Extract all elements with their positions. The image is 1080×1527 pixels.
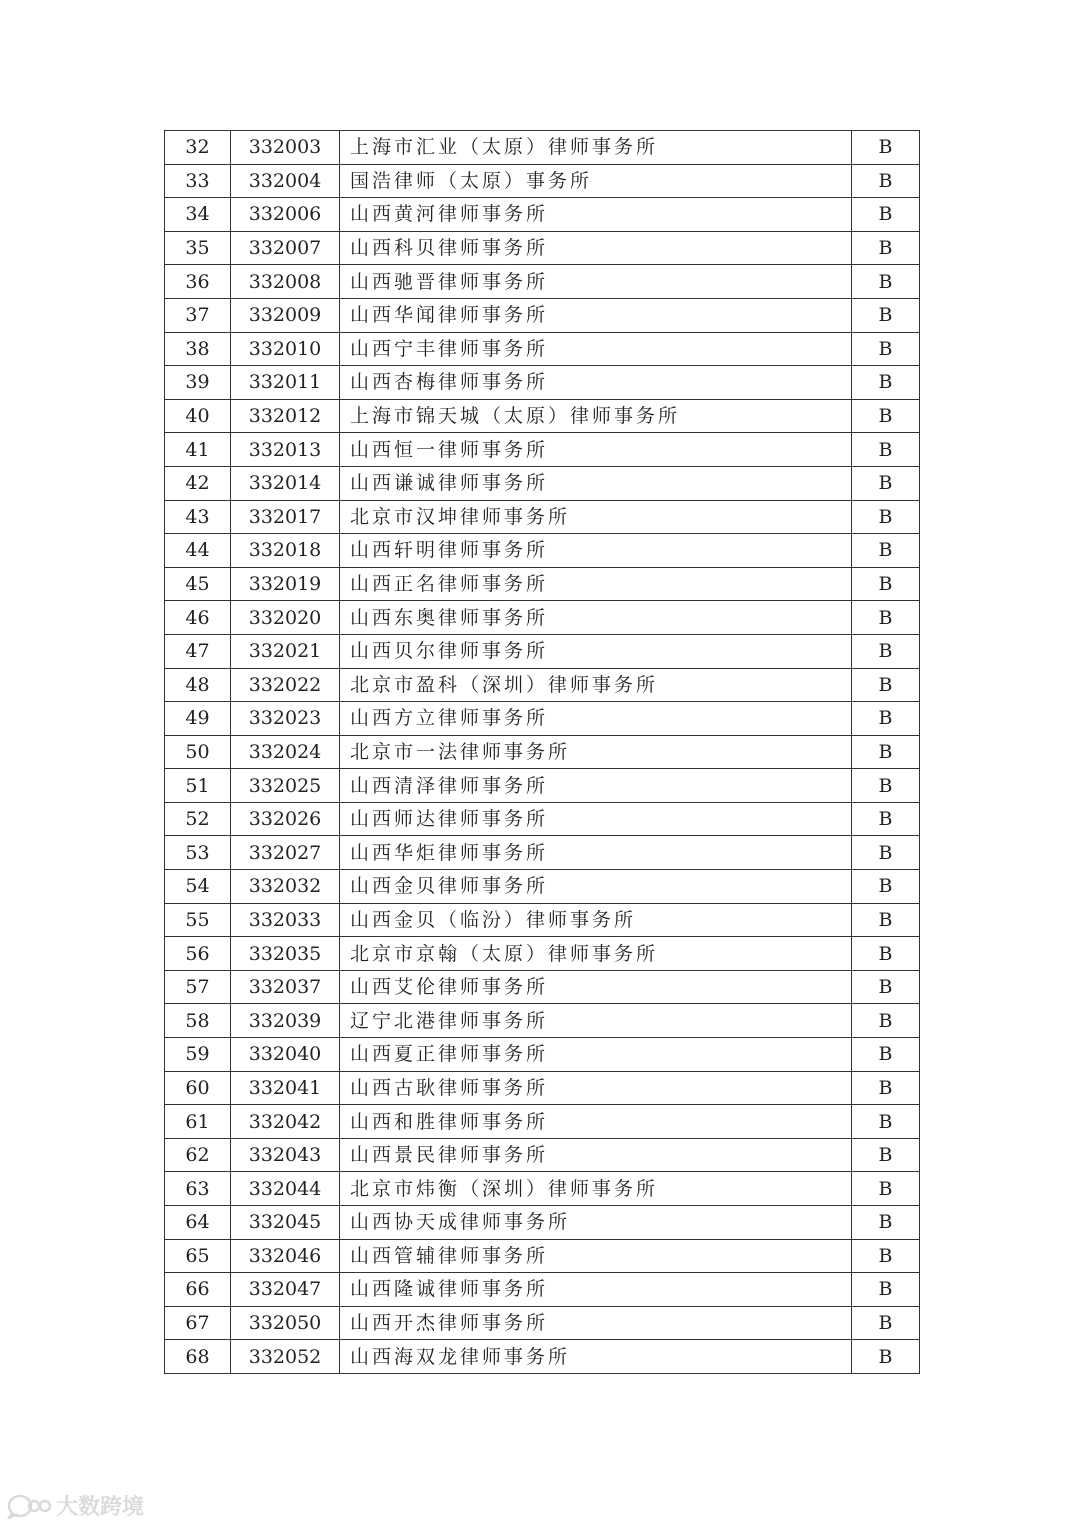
- table-row: [165, 198, 920, 232]
- row-number: 44: [165, 534, 231, 568]
- firm-name: 山西东奥律师事务所: [340, 601, 852, 635]
- firm-code: 332021: [231, 634, 340, 668]
- firm-code: 332035: [231, 937, 340, 971]
- firm-name: 山西正名律师事务所: [340, 567, 852, 601]
- row-number: 33: [165, 164, 231, 198]
- firm-grade: B: [852, 131, 920, 165]
- row-number: 56: [165, 937, 231, 971]
- firm-name: 国浩律师（太原）事务所: [340, 164, 852, 198]
- row-number: 67: [165, 1306, 231, 1340]
- firm-name: 北京市京翰（太原）律师事务所: [340, 937, 852, 971]
- table-row: [165, 534, 920, 568]
- table-row: [165, 265, 920, 299]
- row-number: 39: [165, 366, 231, 400]
- firm-grade: B: [852, 399, 920, 433]
- table-row: [165, 1004, 920, 1038]
- firm-code: 332003: [231, 131, 340, 165]
- watermark: [6, 1490, 144, 1521]
- row-number: 65: [165, 1239, 231, 1273]
- firm-grade: B: [852, 634, 920, 668]
- row-number: 59: [165, 1038, 231, 1072]
- firm-grade: B: [852, 534, 920, 568]
- firm-grade: B: [852, 1306, 920, 1340]
- row-number: 64: [165, 1206, 231, 1240]
- firm-name: 山西金贝律师事务所: [340, 870, 852, 904]
- table-row: [165, 1172, 920, 1206]
- row-number: 61: [165, 1105, 231, 1139]
- firm-name: 辽宁北港律师事务所: [340, 1004, 852, 1038]
- row-number: 47: [165, 634, 231, 668]
- firm-name: 山西贝尔律师事务所: [340, 634, 852, 668]
- firm-grade: B: [852, 937, 920, 971]
- table-row: [165, 903, 920, 937]
- firm-name: 北京市一法律师事务所: [340, 735, 852, 769]
- firm-code: 332018: [231, 534, 340, 568]
- firm-code: 332047: [231, 1273, 340, 1307]
- firm-code: 332033: [231, 903, 340, 937]
- firm-name: 山西协天成律师事务所: [340, 1206, 852, 1240]
- firm-grade: B: [852, 735, 920, 769]
- row-number: 34: [165, 198, 231, 232]
- table-row: [165, 131, 920, 165]
- firm-code: 332008: [231, 265, 340, 299]
- firm-grade: B: [852, 769, 920, 803]
- firm-name: 山西古耿律师事务所: [340, 1071, 852, 1105]
- firm-name: 山西宁丰律师事务所: [340, 332, 852, 366]
- table-body: [165, 131, 920, 1374]
- firm-code: 332045: [231, 1206, 340, 1240]
- firm-grade: B: [852, 1038, 920, 1072]
- firm-grade: B: [852, 265, 920, 299]
- firm-name: 山西景民律师事务所: [340, 1138, 852, 1172]
- firm-grade: B: [852, 1138, 920, 1172]
- firm-grade: B: [852, 1239, 920, 1273]
- firm-grade: B: [852, 466, 920, 500]
- firm-name: 北京市盈科（深圳）律师事务所: [340, 668, 852, 702]
- table-row: [165, 1306, 920, 1340]
- row-number: 50: [165, 735, 231, 769]
- row-number: 40: [165, 399, 231, 433]
- firm-grade: B: [852, 1172, 920, 1206]
- table-row: [165, 1038, 920, 1072]
- firm-grade: B: [852, 332, 920, 366]
- firm-grade: B: [852, 1340, 920, 1374]
- row-number: 32: [165, 131, 231, 165]
- row-number: 48: [165, 668, 231, 702]
- firm-code: 332022: [231, 668, 340, 702]
- table-row: [165, 164, 920, 198]
- row-number: 54: [165, 870, 231, 904]
- table-row: [165, 1239, 920, 1273]
- firm-grade: B: [852, 298, 920, 332]
- firm-name: 山西开杰律师事务所: [340, 1306, 852, 1340]
- firm-grade: B: [852, 802, 920, 836]
- firm-code: 332009: [231, 298, 340, 332]
- row-number: 42: [165, 466, 231, 500]
- table-row: [165, 735, 920, 769]
- firm-grade: B: [852, 1004, 920, 1038]
- firm-code: 332012: [231, 399, 340, 433]
- chat-bubble-logo-icon: [6, 1493, 52, 1519]
- firm-name: 山西隆诚律师事务所: [340, 1273, 852, 1307]
- firm-grade: B: [852, 601, 920, 635]
- firm-grade: B: [852, 1105, 920, 1139]
- table-row: [165, 1071, 920, 1105]
- firm-name: 北京市炜衡（深圳）律师事务所: [340, 1172, 852, 1206]
- row-number: 52: [165, 802, 231, 836]
- table-row: [165, 1273, 920, 1307]
- table-row: [165, 1206, 920, 1240]
- firm-code: 332044: [231, 1172, 340, 1206]
- firm-name: 北京市汉坤律师事务所: [340, 500, 852, 534]
- row-number: 38: [165, 332, 231, 366]
- firm-name: 山西和胜律师事务所: [340, 1105, 852, 1139]
- firm-name: 山西管辅律师事务所: [340, 1239, 852, 1273]
- firm-code: 332007: [231, 231, 340, 265]
- firm-code: 332013: [231, 433, 340, 467]
- firm-grade: B: [852, 870, 920, 904]
- firm-name: 山西清泽律师事务所: [340, 769, 852, 803]
- firm-code: 332006: [231, 198, 340, 232]
- firm-code: 332052: [231, 1340, 340, 1374]
- firm-code: 332043: [231, 1138, 340, 1172]
- firm-grade: B: [852, 836, 920, 870]
- firm-code: 332032: [231, 870, 340, 904]
- firm-name: 山西艾伦律师事务所: [340, 970, 852, 1004]
- firm-code: 332017: [231, 500, 340, 534]
- row-number: 55: [165, 903, 231, 937]
- firm-grade: B: [852, 231, 920, 265]
- table-row: [165, 466, 920, 500]
- firm-grade: B: [852, 366, 920, 400]
- row-number: 49: [165, 702, 231, 736]
- firm-name: 山西恒一律师事务所: [340, 433, 852, 467]
- table-row: [165, 1138, 920, 1172]
- firm-code: 332024: [231, 735, 340, 769]
- firm-name: 山西驰晋律师事务所: [340, 265, 852, 299]
- firm-grade: B: [852, 567, 920, 601]
- table-row: [165, 567, 920, 601]
- row-number: 51: [165, 769, 231, 803]
- table-row: [165, 366, 920, 400]
- row-number: 46: [165, 601, 231, 635]
- firm-grade: B: [852, 500, 920, 534]
- row-number: 58: [165, 1004, 231, 1038]
- firm-grade: B: [852, 198, 920, 232]
- firm-code: 332014: [231, 466, 340, 500]
- firm-name: 山西轩明律师事务所: [340, 534, 852, 568]
- firm-name: 上海市汇业（太原）律师事务所: [340, 131, 852, 165]
- table-row: [165, 702, 920, 736]
- table-row: [165, 870, 920, 904]
- firm-code: 332042: [231, 1105, 340, 1139]
- firm-code: 332041: [231, 1071, 340, 1105]
- row-number: 57: [165, 970, 231, 1004]
- firm-grade: B: [852, 1071, 920, 1105]
- firm-grade: B: [852, 668, 920, 702]
- row-number: 43: [165, 500, 231, 534]
- firm-grade: B: [852, 1206, 920, 1240]
- firm-grade: B: [852, 433, 920, 467]
- firm-name: 山西夏正律师事务所: [340, 1038, 852, 1072]
- row-number: 36: [165, 265, 231, 299]
- row-number: 37: [165, 298, 231, 332]
- firm-name: 山西海双龙律师事务所: [340, 1340, 852, 1374]
- row-number: 45: [165, 567, 231, 601]
- firm-name: 上海市锦天城（太原）律师事务所: [340, 399, 852, 433]
- firm-name: 山西方立律师事务所: [340, 702, 852, 736]
- firm-code: 332011: [231, 366, 340, 400]
- watermark-text: 大数跨境: [56, 1495, 145, 1520]
- firm-code: 332019: [231, 567, 340, 601]
- firm-code: 332010: [231, 332, 340, 366]
- table-row: [165, 601, 920, 635]
- row-number: 68: [165, 1340, 231, 1374]
- table-row: [165, 836, 920, 870]
- table-row: [165, 500, 920, 534]
- firm-grade: B: [852, 702, 920, 736]
- firm-grade: B: [852, 164, 920, 198]
- table-row: [165, 332, 920, 366]
- table-row: [165, 298, 920, 332]
- table-row: [165, 1105, 920, 1139]
- firm-code: 332020: [231, 601, 340, 635]
- firm-name: 山西谦诚律师事务所: [340, 466, 852, 500]
- firm-name: 山西华闻律师事务所: [340, 298, 852, 332]
- firm-name: 山西科贝律师事务所: [340, 231, 852, 265]
- table-row: [165, 937, 920, 971]
- row-number: 35: [165, 231, 231, 265]
- firm-code: 332025: [231, 769, 340, 803]
- firm-code: 332026: [231, 802, 340, 836]
- firm-name: 山西华炬律师事务所: [340, 836, 852, 870]
- row-number: 62: [165, 1138, 231, 1172]
- firm-grade: B: [852, 903, 920, 937]
- table-row: [165, 802, 920, 836]
- firm-code: 332046: [231, 1239, 340, 1273]
- firm-grade: B: [852, 1273, 920, 1307]
- row-number: 66: [165, 1273, 231, 1307]
- row-number: 53: [165, 836, 231, 870]
- firm-code: 332040: [231, 1038, 340, 1072]
- row-number: 60: [165, 1071, 231, 1105]
- row-number: 63: [165, 1172, 231, 1206]
- firm-name: 山西杏梅律师事务所: [340, 366, 852, 400]
- firm-grade: B: [852, 970, 920, 1004]
- table-row: [165, 668, 920, 702]
- firm-name: 山西黄河律师事务所: [340, 198, 852, 232]
- table-row: [165, 399, 920, 433]
- table-row: [165, 231, 920, 265]
- table-row: [165, 970, 920, 1004]
- firm-code: 332050: [231, 1306, 340, 1340]
- table-row: [165, 769, 920, 803]
- firm-code: 332027: [231, 836, 340, 870]
- firm-code: 332039: [231, 1004, 340, 1038]
- firm-code: 332023: [231, 702, 340, 736]
- firm-code: 332004: [231, 164, 340, 198]
- firm-code: 332037: [231, 970, 340, 1004]
- firm-name: 山西师达律师事务所: [340, 802, 852, 836]
- law-firm-table: [164, 130, 920, 1374]
- table-row: [165, 1340, 920, 1374]
- table-row: [165, 433, 920, 467]
- firm-name: 山西金贝（临汾）律师事务所: [340, 903, 852, 937]
- row-number: 41: [165, 433, 231, 467]
- table-row: [165, 634, 920, 668]
